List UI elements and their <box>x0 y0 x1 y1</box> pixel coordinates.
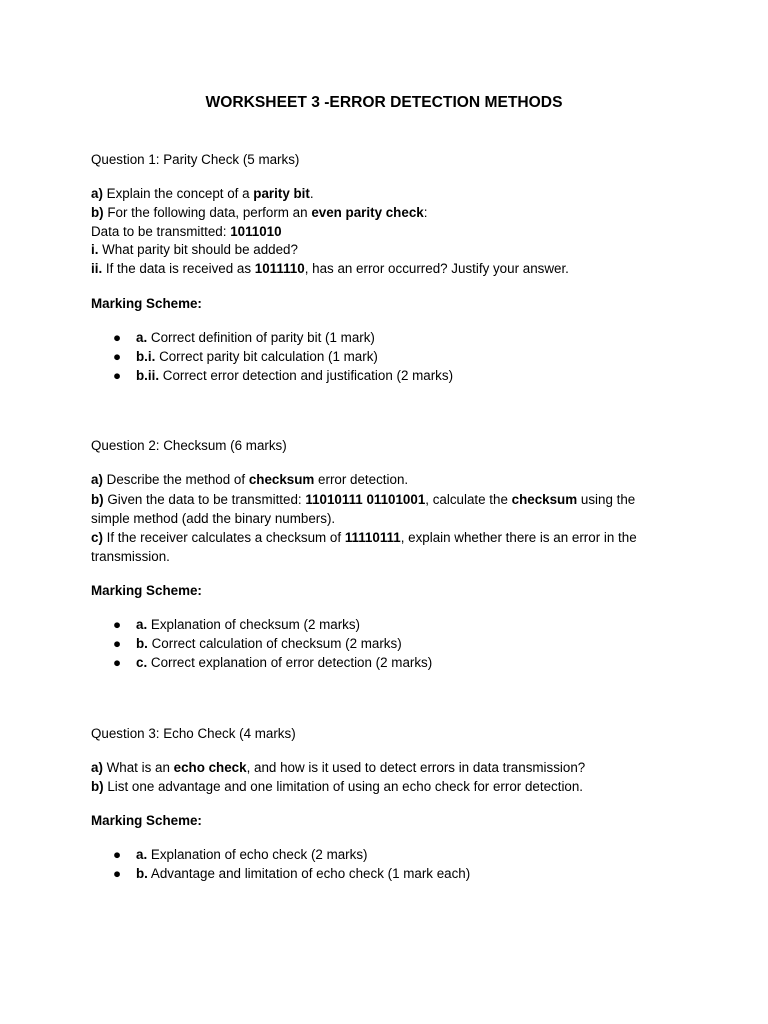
q2-bullet-1 <box>136 616 360 635</box>
q3-bullet-1-text: Explanation of echo check (2 marks) <box>147 847 368 862</box>
q2-b-pre: Given the data to be transmitted: <box>103 491 306 507</box>
q2-bullet-3 <box>136 654 432 673</box>
q2-b-bold2: checksum <box>511 491 578 507</box>
q3-bullet-1-label: a. <box>136 847 148 862</box>
list-item <box>91 635 691 654</box>
q3-a-post: , and how is it used to detect errors in data transmission? <box>246 760 586 775</box>
q2-b-mid: , calculate the <box>425 491 512 507</box>
q3-bullet-2 <box>136 865 470 884</box>
list-item <box>91 348 691 367</box>
q3-body <box>91 759 691 797</box>
bullet-icon: ● <box>112 367 122 383</box>
q1-a-post: . <box>309 186 314 201</box>
q2-c-bold: 11110111 <box>344 529 401 545</box>
q1-bullet-2 <box>136 348 378 367</box>
q1-part-b <box>91 204 691 223</box>
q1-i-label: i. <box>91 242 99 258</box>
q1-a-label: a) <box>91 186 103 201</box>
bullet-icon: ● <box>112 865 122 881</box>
q1-part-i <box>91 241 691 260</box>
q1-b-pre: For the following data, perform an <box>103 204 312 220</box>
q2-c-post: , explain whether there is an error in the transmission. <box>91 529 637 564</box>
q1-scheme-list <box>91 329 691 385</box>
q1-b-post: : <box>423 204 428 220</box>
q2-bullet-3-label: c. <box>136 654 148 670</box>
q1-bullet-1-text: Correct definition of parity bit (1 mark) <box>147 330 375 345</box>
q2-bullet-1-text: Explanation of checksum (2 marks) <box>147 617 361 632</box>
q3-b-text: List one advantage and one limitation of using an echo check for error detection. <box>103 778 584 794</box>
q1-b-label: b) <box>91 204 104 220</box>
q1-data-line <box>91 223 691 242</box>
q1-bullet-3 <box>136 367 453 386</box>
bullet-icon: ● <box>112 330 122 345</box>
q2-part-c <box>91 528 663 566</box>
q3-b-label: b) <box>91 778 104 794</box>
q1-part-a <box>91 185 691 204</box>
q2-b-label: b) <box>91 491 104 507</box>
q1-scheme-block <box>91 295 691 314</box>
q1-i-text: What parity bit should be added? <box>98 242 298 258</box>
q1-ii-post: , has an error occurred? Justify your answer. <box>304 261 569 277</box>
q2-a-post: error detection. <box>314 472 409 487</box>
q3-a-label: a) <box>91 760 103 775</box>
bullet-icon: ● <box>112 617 122 632</box>
q2-a-label: a) <box>91 472 103 487</box>
q1-ii-pre: If the data is received as <box>102 261 255 277</box>
list-item <box>91 846 691 865</box>
list-item <box>91 654 691 673</box>
q1-a-pre: Explain the concept of a <box>102 186 254 201</box>
q2-a-bold: checksum <box>248 472 315 487</box>
q2-heading-block <box>91 437 691 456</box>
list-item <box>91 865 691 884</box>
q3-scheme-heading: Marking Scheme: <box>91 813 202 828</box>
q1-heading-block <box>91 151 691 170</box>
q2-part-b <box>91 490 663 528</box>
q2-bullet-2-label: b. <box>136 635 148 651</box>
q2-scheme-list <box>91 616 691 672</box>
q3-bullet-1 <box>136 846 367 865</box>
q1-ii-label: ii. <box>91 261 103 277</box>
q3-bullet-2-text: Advantage and limitation of echo check (1 mark each) <box>147 865 471 881</box>
q1-a-bold: parity bit <box>253 186 310 201</box>
q1-heading: Question 1: Parity Check (5 marks) <box>91 152 300 167</box>
q1-part-ii <box>91 260 691 279</box>
q2-part-a <box>91 471 663 490</box>
q2-bullet-2-text: Correct calculation of checksum (2 marks) <box>147 635 402 651</box>
q3-heading-block <box>91 725 691 744</box>
q2-b-bold1: 11010111 01101001 <box>305 491 426 507</box>
q1-data-bold: 1011010 <box>230 223 282 239</box>
page-title: WORKSHEET 3 -ERROR DETECTION METHODS <box>205 94 563 111</box>
q2-bullet-2 <box>136 635 402 654</box>
q1-body <box>91 185 691 279</box>
q3-a-pre: What is an <box>102 760 174 775</box>
q2-scheme-heading: Marking Scheme: <box>91 583 202 598</box>
list-item <box>91 367 691 386</box>
q3-part-b <box>91 778 691 797</box>
q2-a-pre: Describe the method of <box>102 472 249 487</box>
bullet-icon: ● <box>112 635 122 651</box>
list-item <box>91 329 691 348</box>
q1-bullet-1-label: a. <box>136 330 148 345</box>
q1-data-pre: Data to be transmitted: <box>91 223 231 239</box>
q3-part-a <box>91 759 691 778</box>
q3-bullet-2-label: b. <box>136 865 148 881</box>
q2-bullet-3-text: Correct explanation of error detection (2 marks) <box>147 654 433 670</box>
q1-bullet-2-label: b.i. <box>136 348 156 364</box>
q3-scheme-block <box>91 812 691 831</box>
q3-heading: Question 3: Echo Check (4 marks) <box>91 726 296 741</box>
bullet-icon: ● <box>112 348 122 364</box>
q2-bullet-1-label: a. <box>136 617 148 632</box>
q1-bullet-2-text: Correct parity bit calculation (1 mark) <box>155 348 378 364</box>
q2-b-post: using the simple method (add the binary numbers). <box>91 491 636 526</box>
q3-scheme-list <box>91 846 691 884</box>
list-item <box>91 616 691 635</box>
bullet-icon: ● <box>112 847 122 862</box>
q3-a-bold: echo check <box>173 760 247 775</box>
q2-heading: Question 2: Checksum (6 marks) <box>91 438 287 453</box>
q1-bullet-3-text: Correct error detection and justification (2 marks) <box>159 367 454 383</box>
q1-bullet-1 <box>136 329 375 348</box>
q2-c-pre: If the receiver calculates a checksum of <box>102 529 345 545</box>
q2-scheme-block <box>91 582 691 601</box>
q1-b-bold: even parity check <box>311 204 424 220</box>
q1-bullet-3-label: b.ii. <box>136 367 160 383</box>
bullet-icon: ● <box>112 654 122 670</box>
q2-body <box>91 471 663 566</box>
q2-c-label: c) <box>91 529 103 545</box>
q1-ii-bold: 1011110 <box>254 261 305 277</box>
q1-scheme-heading: Marking Scheme: <box>91 296 202 311</box>
